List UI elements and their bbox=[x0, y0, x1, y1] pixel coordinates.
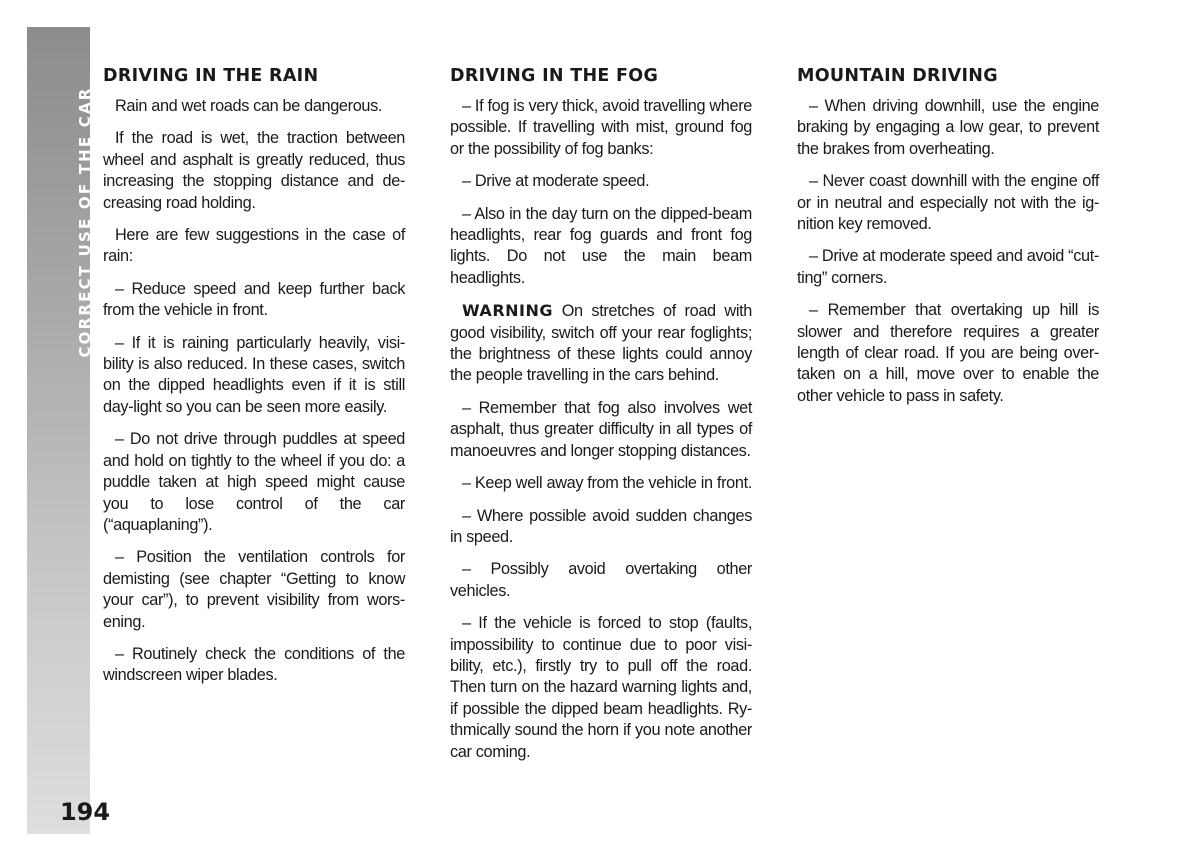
rain-heading: DRIVING IN THE RAIN bbox=[103, 66, 319, 86]
rain-paragraph: – Routinely check the conditions of the windscreen wiper blades. bbox=[103, 644, 405, 685]
mountain-heading: MOUNTAIN DRIVING bbox=[797, 66, 998, 86]
mountain-paragraph: – Remember that overtaking up hill is slower and therefore requires a greater length of clear road. If you are being over-taken on a hill, move over to enable the other vehicle to pass in safety. bbox=[797, 301, 1099, 405]
chapter-title: CORRECT USE OF THE CAR bbox=[76, 86, 94, 358]
mountain-paragraph: – Drive at moderate speed and avoid “cut-ting” corners. bbox=[797, 247, 1099, 287]
fog-paragraph: – Remember that fog also involves wet asphalt, thus greater difficulty in all types of manoeuvres and longer stopping distances. bbox=[450, 398, 752, 460]
rain-paragraph: Here are few suggestions in the case of rain: bbox=[103, 226, 405, 266]
warning-label: WARNING bbox=[462, 301, 553, 321]
fog-paragraph: – Where possible avoid sudden changes in speed. bbox=[450, 506, 752, 546]
fog-warning bbox=[450, 300, 752, 387]
mountain-paragraph: – When driving downhill, use the engine braking by engaging a low gear, to prevent the brakes from overheating. bbox=[797, 97, 1099, 158]
rain-section bbox=[103, 66, 405, 698]
fog-paragraph: – If the vehicle is forced to stop (faults, impossibility to continue due to poor visi-bility, etc.), firstly try to pull off the road. Then turn on the hazard warning lights and, if possible the dipped beam headlights. Ry-thmically sound the horn if you note another car coming. bbox=[450, 614, 752, 761]
fog-paragraph: – If fog is very thick, avoid travelling where possible. If travelling with mist, ground fog or the possibility of fog banks: bbox=[450, 97, 752, 158]
fog-paragraph: – Keep well away from the vehicle in front. bbox=[462, 474, 752, 493]
warning-text: On stretches of road with good visibility, switch off your rear foglights; the brightness of these lights could annoy the people travelling in the cars behind. bbox=[450, 302, 752, 385]
fog-paragraph: – Also in the day turn on the dipped-beam headlights, rear fog guards and front fog lights. Do not use the main beam headlights. bbox=[450, 204, 752, 287]
rain-paragraph: – Position the ventilation controls for demisting (see chapter “Getting to know your car”), to prevent visibility from wors-ening. bbox=[103, 548, 405, 631]
rain-paragraph: Rain and wet roads can be dangerous. bbox=[115, 97, 383, 115]
mountain-section bbox=[797, 66, 1099, 418]
fog-paragraph: – Drive at moderate speed. bbox=[462, 172, 650, 191]
fog-heading: DRIVING IN THE FOG bbox=[450, 66, 659, 86]
rain-paragraph: – Do not drive through puddles at speed and hold on tightly to the wheel if you do: a puddle taken at high speed might cause you to lose control of the car (“aquaplaning”). bbox=[103, 430, 405, 534]
rain-paragraph: If the road is wet, the traction between wheel and asphalt is greatly reduced, thus increasing the stopping distance and de-creasing road holding. bbox=[103, 129, 405, 212]
rain-paragraph: – Reduce speed and keep further back from the vehicle in front. bbox=[103, 279, 405, 320]
page-number: 194 bbox=[59, 798, 111, 826]
mountain-paragraph: – Never coast downhill with the engine off or in neutral and especially not with the ig-nition key removed. bbox=[797, 172, 1099, 234]
fog-paragraph: – Possibly avoid overtaking other vehicles. bbox=[450, 560, 752, 600]
chapter-side-tab bbox=[27, 27, 111, 834]
rain-paragraph: – If it is raining particularly heavily, visi-bility is also reduced. In these cases, switch on the dipped headlights even if it is still day-light so you can be seen more easily. bbox=[103, 333, 405, 416]
fog-section bbox=[450, 66, 752, 774]
